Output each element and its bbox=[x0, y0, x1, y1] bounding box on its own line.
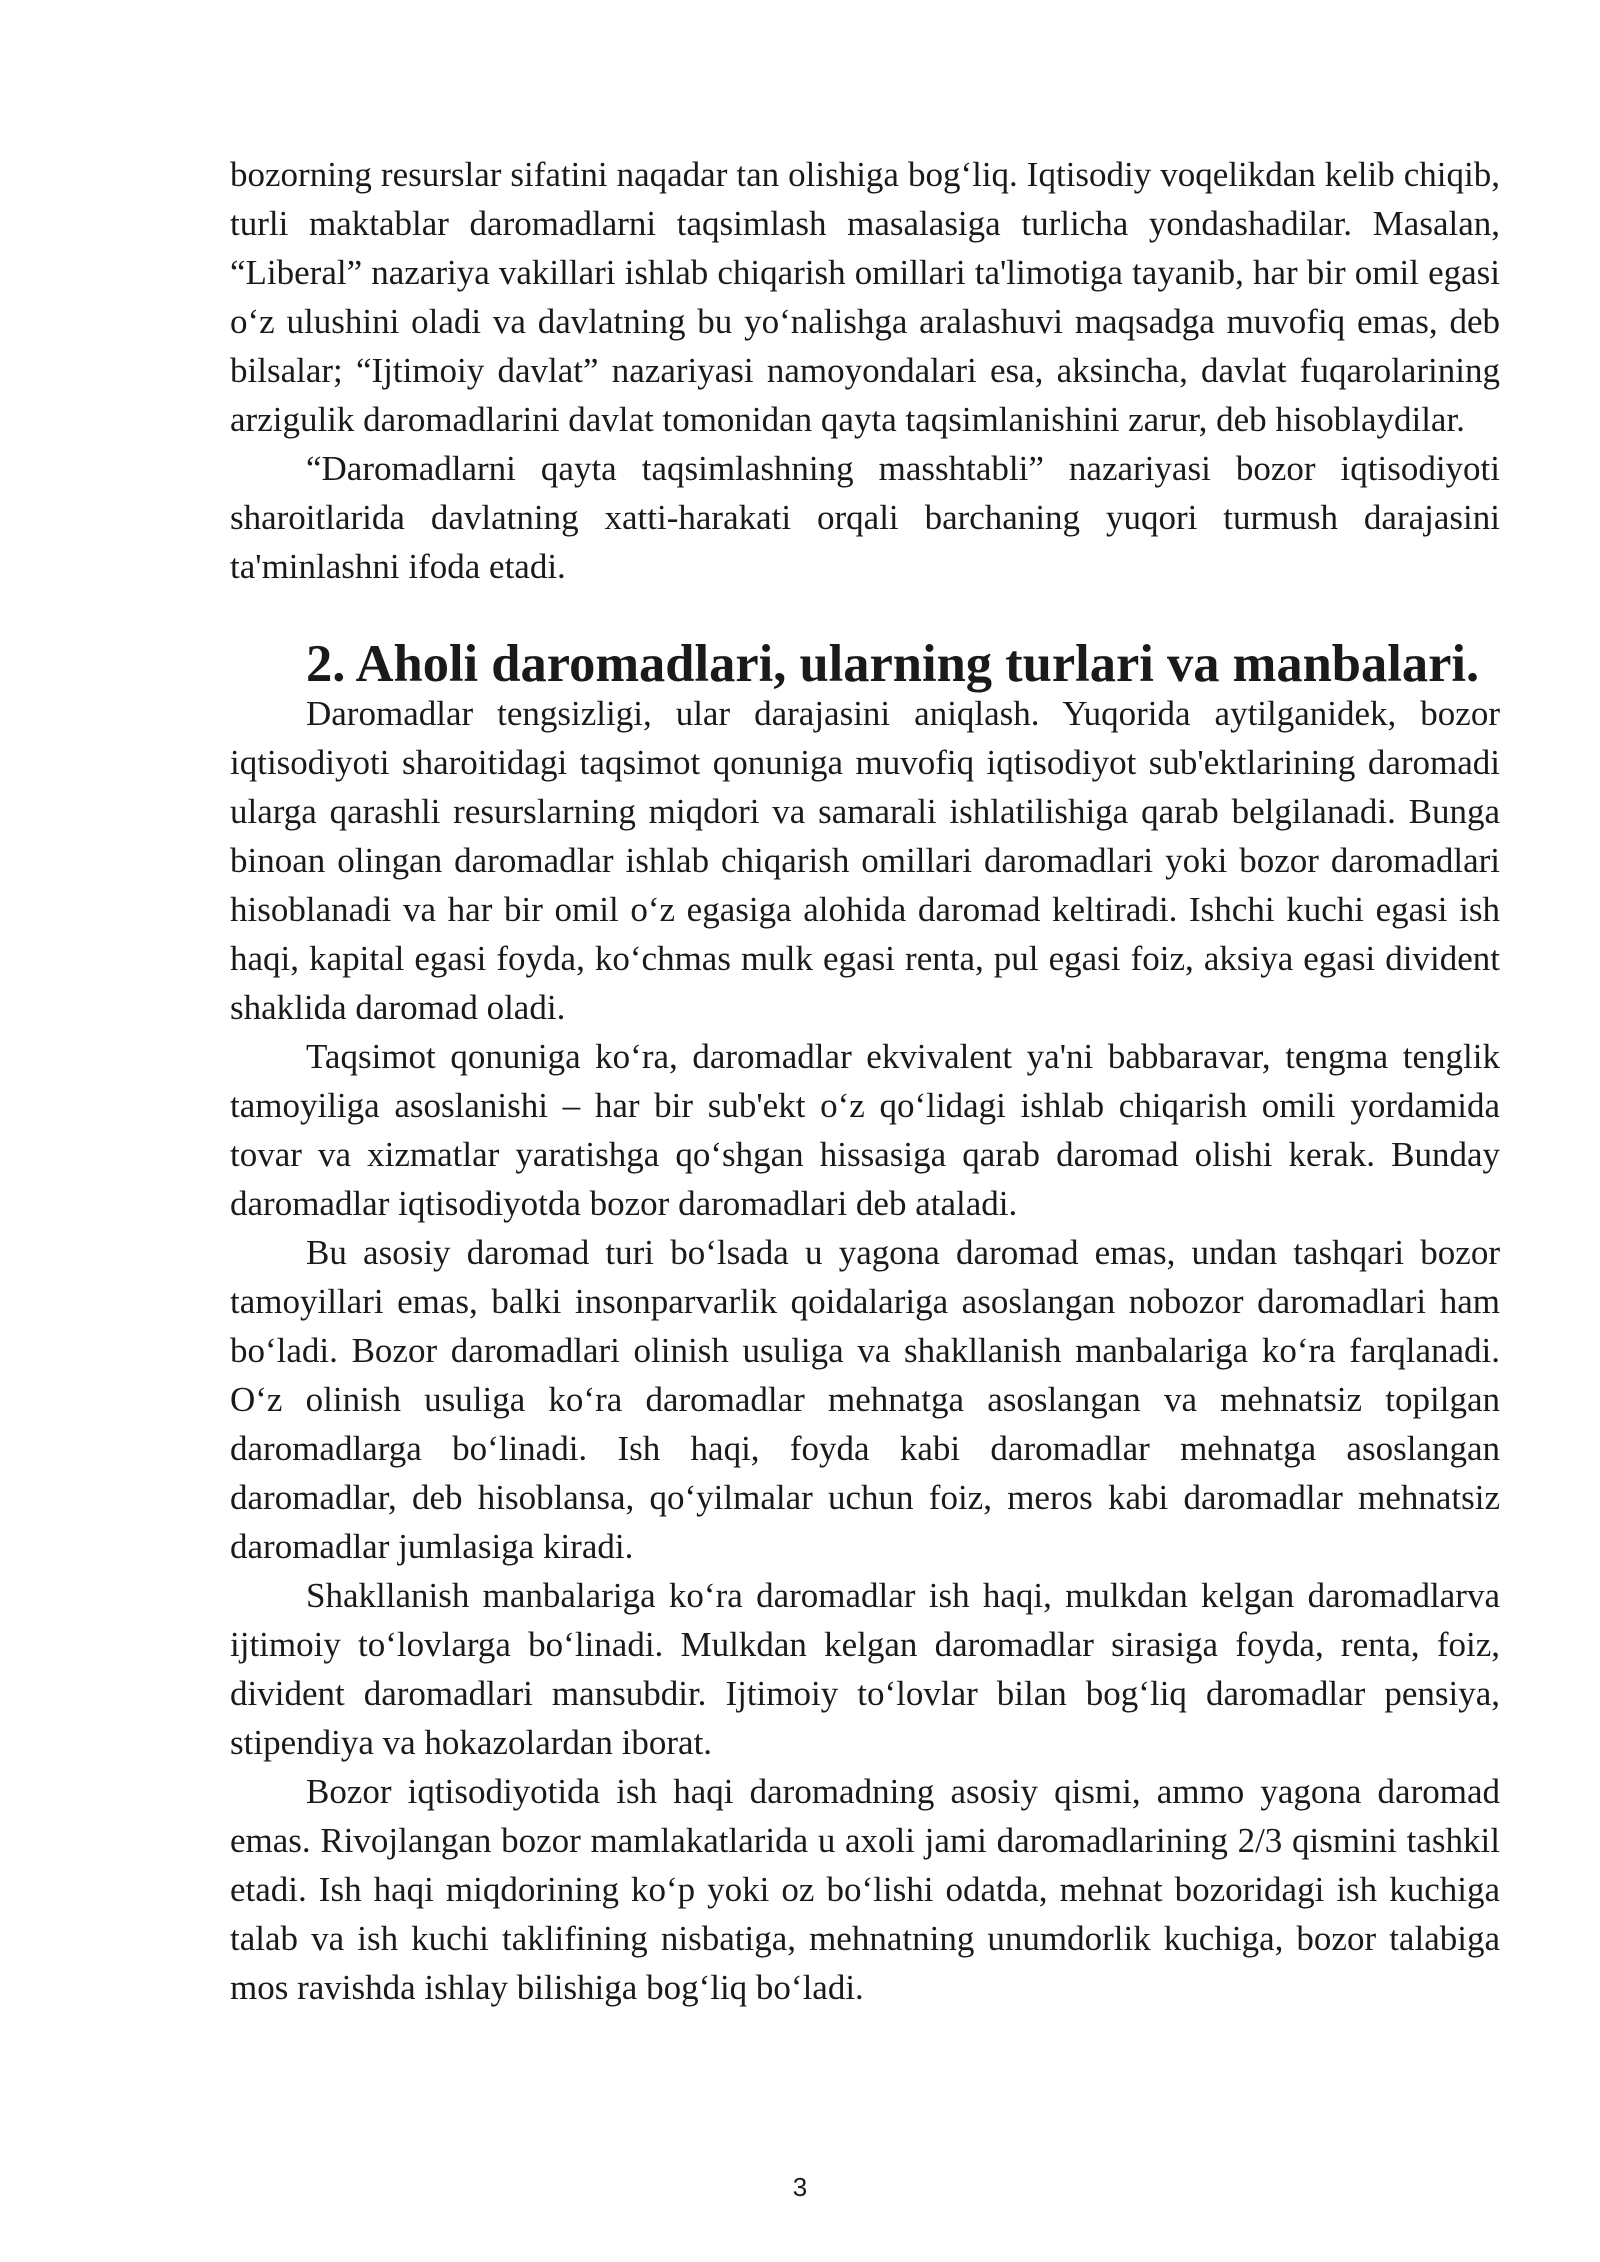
paragraph-distribution-law: Taqsimot qonuniga ko‘ra, daromadlar ekvivalent ya'ni babbaravar, tengma tenglik tamoyiliga asoslanishi – har bir sub'ekt o‘z qo‘lidagi ishlab chiqarish omili yordamida tovar va xizmatlar yaratishga qo‘shgan hissasiga qarab daromad olishi kerak. Bunday daromadlar iqtisodiyotda bozor daromadlari deb ataladi. bbox=[230, 1037, 1500, 1223]
paragraph-income-sources: Shakllanish manbalariga ko‘ra daromadlar ish haqi, mulkdan kelgan daromadlarva ijtimoiy to‘lovlarga bo‘linadi. Mulkdan kelgan daromadlar sirasiga foyda, renta, foiz, divident daromadlari mansubdir. Ijtimoiy to‘lovlar bilan bog‘liq daromadlar pensiya, stipendiya va hokazolardan iborat. bbox=[230, 1576, 1500, 1762]
paragraph-wages: Bozor iqtisodiyotida ish haqi daromadning asosiy qismi, ammo yagona daromad emas. Rivojlangan bozor mamlakatlarida u axoli jami daromadlarining 2/3 qismini tashkil etadi. Ish haqi miqdorining ko‘p yoki oz bo‘lishi odatda, mehnat bozoridagi ish kuchiga talab va ish kuchi taklifining nisbatiga, mehnatning unumdorlik kuchiga, bozor talabiga mos ravishda ishlay bilishiga bog‘liq bo‘ladi. bbox=[230, 1772, 1500, 2007]
paragraph-income-inequality: Daromadlar tengsizligi, ular darajasini aniqlash. Yuqorida aytilganidek, bozor iqtisodiyoti sharoitidagi taqsimot qonuniga muvofiq iqtisodiyot sub'ektlarining daromadi ularga qarashli resurslarning miqdori va samarali ishlatilishiga qarab belgilanadi. Bunga binoan olingan daromadlar ishlab chiqarish omillari daromadlari yoki bozor daromadlari hisoblanadi va har bir omil o‘z egasiga alohida daromad keltiradi. Ishchi kuchi egasi ish haqi, kapital egasi foyda, ko‘chmas mulk egasi renta, pul egasi foiz, aksiya egasi divident shaklida daromad oladi. bbox=[230, 694, 1500, 1027]
document-page bbox=[230, 150, 1500, 2012]
paragraph-income-types: Bu asosiy daromad turi bo‘lsada u yagona daromad emas, undan tashqari bozor tamoyillari emas, balki insonparvarlik qoidalariga asoslangan nobozor daromadlari ham bo‘ladi. Bozor daromadlari olinish usuliga va shakllanish manbalariga ko‘ra farqlanadi. O‘z olinish usuliga ko‘ra daromadlar mehnatga asoslangan va mehnatsiz topilgan daromadlarga bo‘linadi. Ish haqi, foyda kabi daromadlar mehnatga asoslangan daromadlar, deb hisoblansa, qo‘yilmalar uchun foiz, meros kabi daromadlar mehnatsiz daromadlar jumlasiga kiradi. bbox=[230, 1233, 1500, 1566]
paragraph-redistribution-theory: “Daromadlarni qayta taqsimlashning masshtabli” nazariyasi bozor iqtisodiyoti sharoitlarida davlatning xatti-harakati orqali barchaning yuqori turmush darajasini ta'minlashni ifoda etadi. bbox=[230, 449, 1500, 586]
paragraph-continuation: bozorning resurslar sifatini naqadar tan olishiga bog‘liq. Iqtisodiy voqelikdan kelib chiqib, turli maktablar daromadlarni taqsimlash masalasiga turlicha yondashadilar. Masalan, “Liberal” nazariya vakillari ishlab chiqarish omillari ta'limotiga tayanib, har bir omil egasi o‘z ulushini oladi va davlatning bu yo‘nalishga aralashuvi maqsadga muvofiq emas, deb bilsalar; “Ijtimoiy davlat” nazariyasi namoyondalari esa, aksincha, davlat fuqarolarining arzigulik daromadlarini davlat tomonidan qayta taqsimlanishini zarur, deb hisoblaydilar. bbox=[230, 155, 1500, 439]
section-heading: 2. Aholi daromadlari, ularning turlari va manbalari. bbox=[306, 635, 1480, 693]
page-number: 3 bbox=[792, 2172, 808, 2202]
